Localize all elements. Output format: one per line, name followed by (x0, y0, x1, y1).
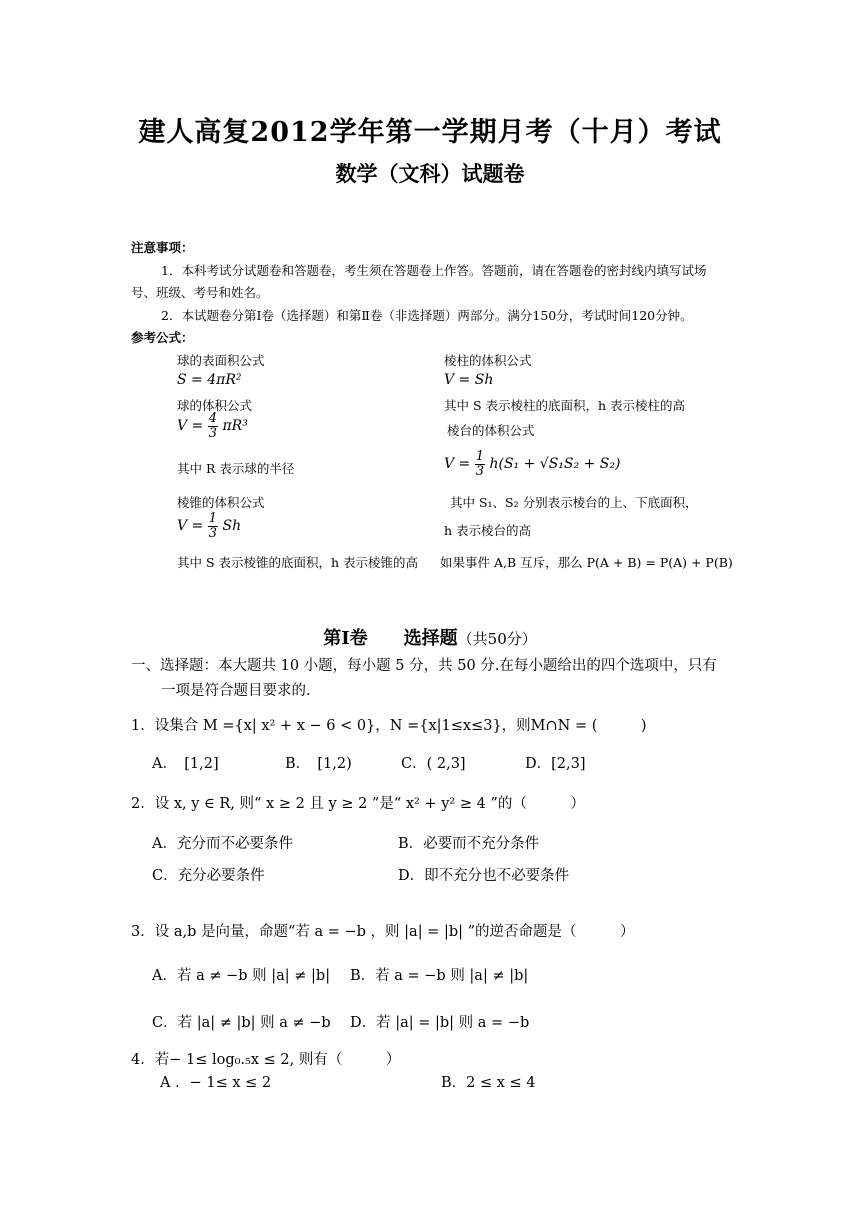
question-3-option-d: D．若 |a| = |b| 则 a = −b (350, 1015, 530, 1031)
formula-lhs: V = (444, 456, 471, 473)
prism-volume-note: 其中 S 表示棱柱的底面积，h 表示棱柱的高 (444, 398, 686, 413)
question-2-option-c: C．充分必要条件 (152, 868, 265, 884)
question-2-option-b: B．必要而不充分条件 (398, 836, 540, 852)
question-3-option-b: B．若 a = −b 则 |a| ≠ |b| (350, 968, 529, 984)
formula-rhs: πR³ (222, 418, 248, 435)
cone-volume-note: 其中 S 表示棱锥的底面积，h 表示棱锥的高 (177, 555, 419, 570)
question-3-option-a: A．若 a ≠ −b 则 |a| ≠ |b| (152, 968, 331, 984)
notice-item-2: 2．本试题卷分第Ⅰ卷（选择题）和第Ⅱ卷（非选择题）两部分。满分150分，考试时间120分钟。 (161, 308, 693, 323)
notice-item-1: 1．本科考试分试题卷和答题卷，考生须在答题卷上作答。答题前，请在答题卷的密封线内填写试场 (161, 263, 707, 278)
sphere-radius-note: 其中 R 表示球的半径 (177, 461, 295, 476)
fraction-numerator: 1 (208, 511, 218, 526)
fraction (208, 412, 218, 440)
question-3-option-c: C．若 |a| ≠ |b| 则 a ≠ −b (152, 1015, 331, 1031)
question-2-option-d: D．即不充分也不必要条件 (398, 868, 570, 884)
frustum-volume-label: 棱台的体积公式 (447, 423, 535, 438)
fraction-denominator: 3 (475, 463, 485, 479)
fraction-numerator: 4 (208, 411, 218, 426)
cone-volume-label: 棱锥的体积公式 (177, 495, 265, 510)
exam-title: 建人高复2012学年第一学期月考（十月）考试 (138, 117, 722, 148)
question-4-option-b: B．2 ≤ x ≤ 4 (441, 1075, 536, 1091)
formula-rhs: h(S₁ + √S₁S₂ + S₂) (489, 456, 621, 473)
fraction-numerator: 1 (475, 449, 485, 464)
fraction (208, 512, 218, 540)
frustum-volume-note: 其中 S₁、S₂ 分别表示棱台的上、下底面积， (450, 495, 698, 510)
question-1-option-d: D．[2,3] (525, 756, 586, 772)
question-3-stem: 3．设 a,b 是向量，命题“若 a = −b ，则 |a| = |b| ”的逆否命题是（ ） (131, 924, 635, 940)
sphere-volume-formula (177, 412, 248, 440)
question-4-option-a: A ．− 1≤ x ≤ 2 (160, 1075, 272, 1091)
section-1-title-main: 第Ⅰ卷 选择题 (323, 628, 458, 649)
frustum-volume-formula (444, 450, 620, 478)
frustum-height-note: h 表示棱台的高 (444, 523, 532, 538)
sphere-volume-label: 球的体积公式 (177, 398, 253, 413)
notice-heading: 注意事项： (131, 240, 194, 255)
formulas-heading: 参考公式： (131, 330, 194, 345)
question-1-option-b: B． [1,2) (285, 756, 352, 772)
fraction-denominator: 3 (208, 425, 218, 441)
prism-volume-formula: V = Sh (444, 372, 494, 388)
notice-item-1-cont: 号、班级、考号和姓名。 (131, 285, 269, 300)
section-1-instruction-cont: 一项是符合题目要求的. (161, 683, 311, 699)
formula-lhs: V = (177, 518, 204, 535)
prism-volume-label: 棱柱的体积公式 (444, 353, 532, 368)
fraction-denominator: 3 (208, 525, 218, 541)
sphere-area-label: 球的表面积公式 (177, 353, 265, 368)
cone-volume-formula (177, 512, 241, 540)
exam-subtitle: 数学（文科）试题卷 (335, 161, 525, 186)
question-1-stem: 1．设集合 M ={x| x² + x − 6 < 0}，N ={x|1≤x≤3}，则M∩N = ( ) (131, 718, 647, 734)
section-1-title-score: （共50分） (457, 630, 537, 648)
question-4-stem: 4．若− 1≤ log₀.₅x ≤ 2, 则有（ ） (131, 1052, 401, 1068)
section-1-instruction: 一、选择题：本大题共 10 小题，每小题 5 分，共 50 分.在每小题给出的四个选项中，只有 (131, 658, 717, 674)
formula-rhs: Sh (222, 518, 242, 535)
question-2-stem: 2．设 x, y ∈ R, 则“ x ≥ 2 且 y ≥ 2 ”是“ x² + y² ≥ 4 ”的（ ） (131, 796, 585, 812)
sphere-area-formula: S = 4πR² (177, 372, 242, 388)
section-1-title (0, 624, 860, 650)
question-2-option-a: A．充分而不必要条件 (152, 836, 293, 852)
mutually-exclusive-event-formula: 如果事件 A,B 互斥，那么 P(A + B) = P(A) + P(B) (440, 555, 733, 570)
question-1-option-c: C．( 2,3] (401, 756, 466, 772)
formula-lhs: V = (177, 418, 204, 435)
fraction (475, 450, 485, 478)
question-1-option-a: A． [1,2] (152, 756, 219, 772)
